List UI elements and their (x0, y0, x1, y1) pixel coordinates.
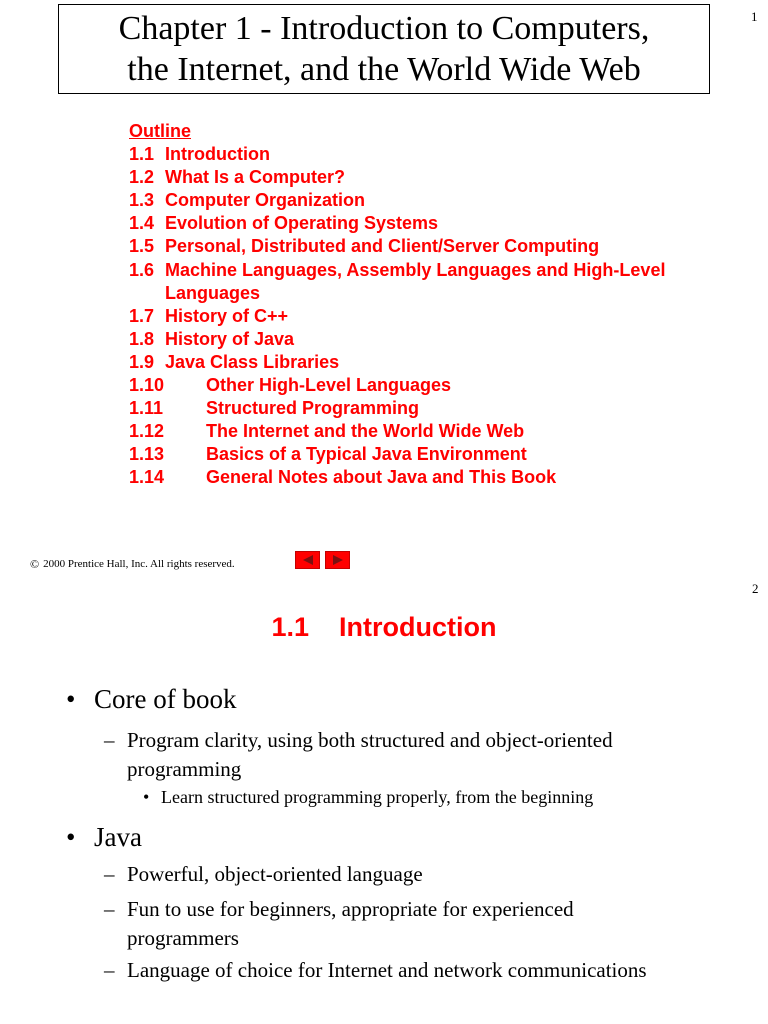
outline-item (129, 259, 749, 305)
outline-items (129, 143, 749, 489)
outline-item-number: 1.10 (129, 375, 165, 396)
chapter-title-line-2: the Internet, and the World Wide Web (127, 51, 641, 88)
outline-item-text: Personal, Distributed and Client/Server Computing (165, 236, 600, 257)
section-number: 1.1 (271, 612, 310, 642)
dash-bullet-icon: – (104, 897, 115, 921)
outline-item-text: Evolution of Operating Systems (165, 213, 439, 234)
outline-item-text: History of C++ (165, 305, 289, 326)
outline-item-text: General Notes about Java and This Book (206, 467, 557, 488)
outline-item (129, 305, 749, 328)
outline-item (129, 166, 749, 189)
outline-item-number: 1.7 (129, 305, 155, 326)
outline-list (129, 120, 749, 490)
outline-item-number: 1.5 (129, 236, 155, 257)
triangle-right-icon (326, 552, 349, 568)
page-number: 2 (752, 581, 759, 596)
outline-item-number: 1.9 (129, 351, 155, 372)
outline-item-number: 1.13 (129, 444, 165, 465)
dash-bullet-icon: – (104, 862, 115, 886)
outline-item (129, 374, 749, 397)
chapter-title-line-1: Chapter 1 - Introduction to Computers, (118, 10, 650, 47)
bullet-text: Learn structured programming properly, from the beginning (161, 787, 594, 807)
outline-item (129, 443, 749, 466)
bullet-text: Java (94, 822, 142, 852)
previous-slide-button[interactable] (295, 551, 320, 569)
outline-item-text: Java Class Libraries (165, 351, 340, 372)
page-number: 1 (751, 9, 758, 24)
triangle-left-icon (296, 552, 319, 568)
outline-item-text: What Is a Computer? (165, 167, 346, 188)
outline-item (129, 420, 749, 443)
outline-item-number: 1.12 (129, 421, 165, 442)
bullet-text: Fun to use for beginners, appropriate for experienced programmers (127, 897, 574, 950)
bullet-text: Powerful, object-oriented language (127, 862, 423, 886)
outline-item (129, 235, 749, 258)
dot-bullet-icon: • (66, 684, 76, 714)
outline-heading: Outline (129, 121, 191, 141)
dot-bullet-icon: • (143, 787, 150, 807)
outline-item (129, 143, 749, 166)
dash-bullet-icon: – (104, 728, 115, 752)
outline-item (129, 466, 749, 489)
outline-item-text: The Internet and the World Wide Web (206, 421, 525, 442)
next-slide-button[interactable] (325, 551, 350, 569)
outline-item-number: 1.3 (129, 190, 155, 211)
outline-item (129, 212, 749, 235)
outline-item-number: 1.1 (129, 144, 155, 165)
bullet-text: Core of book (94, 684, 237, 714)
outline-item-text: Computer Organization (165, 190, 366, 211)
outline-item-text: Basics of a Typical Java Environment (206, 444, 527, 465)
outline-item-number: 1.4 (129, 213, 155, 234)
outline-item (129, 397, 749, 420)
outline-item (129, 189, 749, 212)
footer (30, 556, 235, 572)
outline-item-text: Introduction (165, 144, 270, 165)
footer-copyright-text: 2000 Prentice Hall, Inc. All rights reserved. (43, 558, 235, 570)
outline-item-number: 1.6 (129, 259, 155, 280)
outline-item (129, 328, 749, 351)
dash-bullet-icon: – (104, 958, 115, 982)
bullet-text: Language of choice for Internet and network communications (127, 958, 647, 982)
copyright-icon: © (30, 557, 40, 571)
outline-item-text: Other High-Level Languages (206, 375, 452, 396)
outline-item (129, 351, 749, 374)
chapter-title-box (58, 4, 710, 94)
section-title-text: Introduction (339, 612, 497, 642)
outline-item-number: 1.11 (129, 398, 164, 419)
outline-item-number: 1.14 (129, 467, 165, 488)
outline-item-text: Structured Programming (206, 398, 420, 419)
outline-item-text: History of Java (165, 328, 295, 349)
outline-item-number: 1.2 (129, 167, 155, 188)
bullet-text: Program clarity, using both structured and object-oriented programming (127, 728, 613, 781)
dot-bullet-icon: • (66, 822, 76, 852)
outline-item-number: 1.8 (129, 328, 155, 349)
outline-item-text: Machine Languages, Assembly Languages and High-Level Languages (165, 259, 666, 303)
section-title (0, 610, 768, 644)
